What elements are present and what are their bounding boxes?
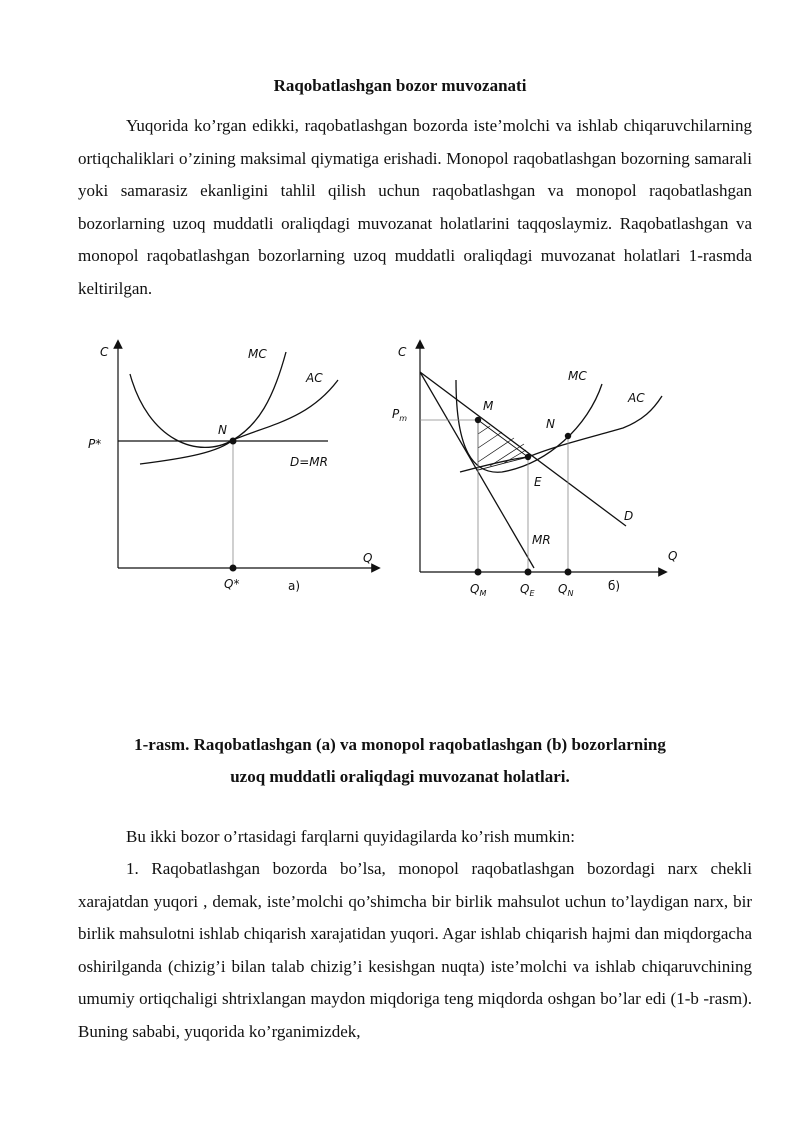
label-m-b: M xyxy=(483,399,494,413)
figure-caption-line2: uzoq muddatli oraliqdagi muvozanat holatlari. xyxy=(230,767,570,786)
mc-curve-a xyxy=(130,352,286,447)
point-n-b xyxy=(565,433,571,439)
point-m-b xyxy=(475,417,481,423)
label-qstar-a: Q* xyxy=(224,577,240,591)
diagram-a xyxy=(88,344,376,593)
panel-label-a: a) xyxy=(288,579,301,593)
point-q-a xyxy=(230,565,237,572)
section-title: Raqobatlashgan bozor muvozanati xyxy=(273,76,527,95)
point-n-a xyxy=(230,438,237,445)
intro-paragraph: Yuqorida ko’rgan edikki, raqobatlashgan bozorda iste’molchi va ishlab chiqaruvchilarning ortiqchaliklari o’zining maksimal qiymatiga erishadi. Monopol raqobatlashgan bozorning samarali yoki samarasiz ekanligini tahlil qilish uchun raqobatlashgan va monopol raqobatlashgan bozorlarning uzoq muddatli oraliqdagi muvozanat holatlarini taqqoslaymiz. Raqobatlashgan va monopol raqobatlashgan bozorlarning uzoq muddatli oraliqdagi muvozanat holatlari 1-rasmda keltirilgan. xyxy=(78,116,752,298)
panel-label-b: б) xyxy=(608,579,621,593)
label-dmr-a: D=MR xyxy=(290,455,328,469)
ac-curve-a xyxy=(140,380,338,464)
label-mc-b: MC xyxy=(568,369,587,383)
equilibrium-diagrams xyxy=(78,330,698,610)
label-n-a: N xyxy=(218,423,227,437)
label-qe-b: $Q_E$ xyxy=(520,582,535,598)
figure-1 xyxy=(78,330,698,610)
label-mr-b: MR xyxy=(532,533,551,547)
label-c-b: C xyxy=(398,345,407,359)
label-d-b: D xyxy=(624,509,634,523)
label-c-a: C xyxy=(100,345,109,359)
label-mc-a: MC xyxy=(248,347,267,361)
label-qn-b: $Q_N$ xyxy=(558,582,574,598)
diagram-b xyxy=(392,344,677,598)
label-ac-b: AC xyxy=(628,391,645,405)
differences-intro: Bu ikki bozor o’rtasidagi farqlarni quyidagilarda ko’rish mumkin: xyxy=(126,827,575,846)
label-ac-a: AC xyxy=(306,371,323,385)
mr-line-b xyxy=(420,372,534,568)
label-q-axis-a: Q xyxy=(363,551,373,565)
point-e-b xyxy=(525,454,531,460)
label-q-axis-b: Q xyxy=(668,549,678,563)
figure-caption-line1: 1-rasm. Raqobatlashgan (a) va monopol raqobatlashgan (b) bozorlarning xyxy=(134,735,666,754)
label-p-a: P* xyxy=(88,437,102,451)
label-qm-b: $Q_M$ xyxy=(470,582,487,598)
label-n-b: N xyxy=(546,417,555,431)
demand-line-b xyxy=(420,372,626,526)
difference-item-1: 1. Raqobatlashgan bozorda bo’lsa, monopol raqobatlashgan bozordagi narx chekli xarajatdan yuqori , demak, iste’molchi qo’shimcha bir birlik mahsulot uchun to’laydigan narx, bir birlik mahsulotni ishlab chiqarish xarajatidan yuqori. Agar ishlab chiqarish hajmi dan miqdorgacha oshirilganda (chizig’i bilan talab chizig’i kesishgan nuqta) iste’molchi va ishlab chiqaruvchining umumiy ortiqchaligi shtrixlangan maydon miqdoriga teng miqdorda oshgan bo’lar edi (1-b -rasm). Buning sababi, yuqorida ko’rganimizdek, xyxy=(78,859,752,1041)
label-e-b: E xyxy=(534,475,542,489)
point-qn-b xyxy=(565,569,572,576)
label-pm-b: $P_m$ xyxy=(392,407,408,423)
point-qm-b xyxy=(475,569,482,576)
point-qe-b xyxy=(525,569,532,576)
